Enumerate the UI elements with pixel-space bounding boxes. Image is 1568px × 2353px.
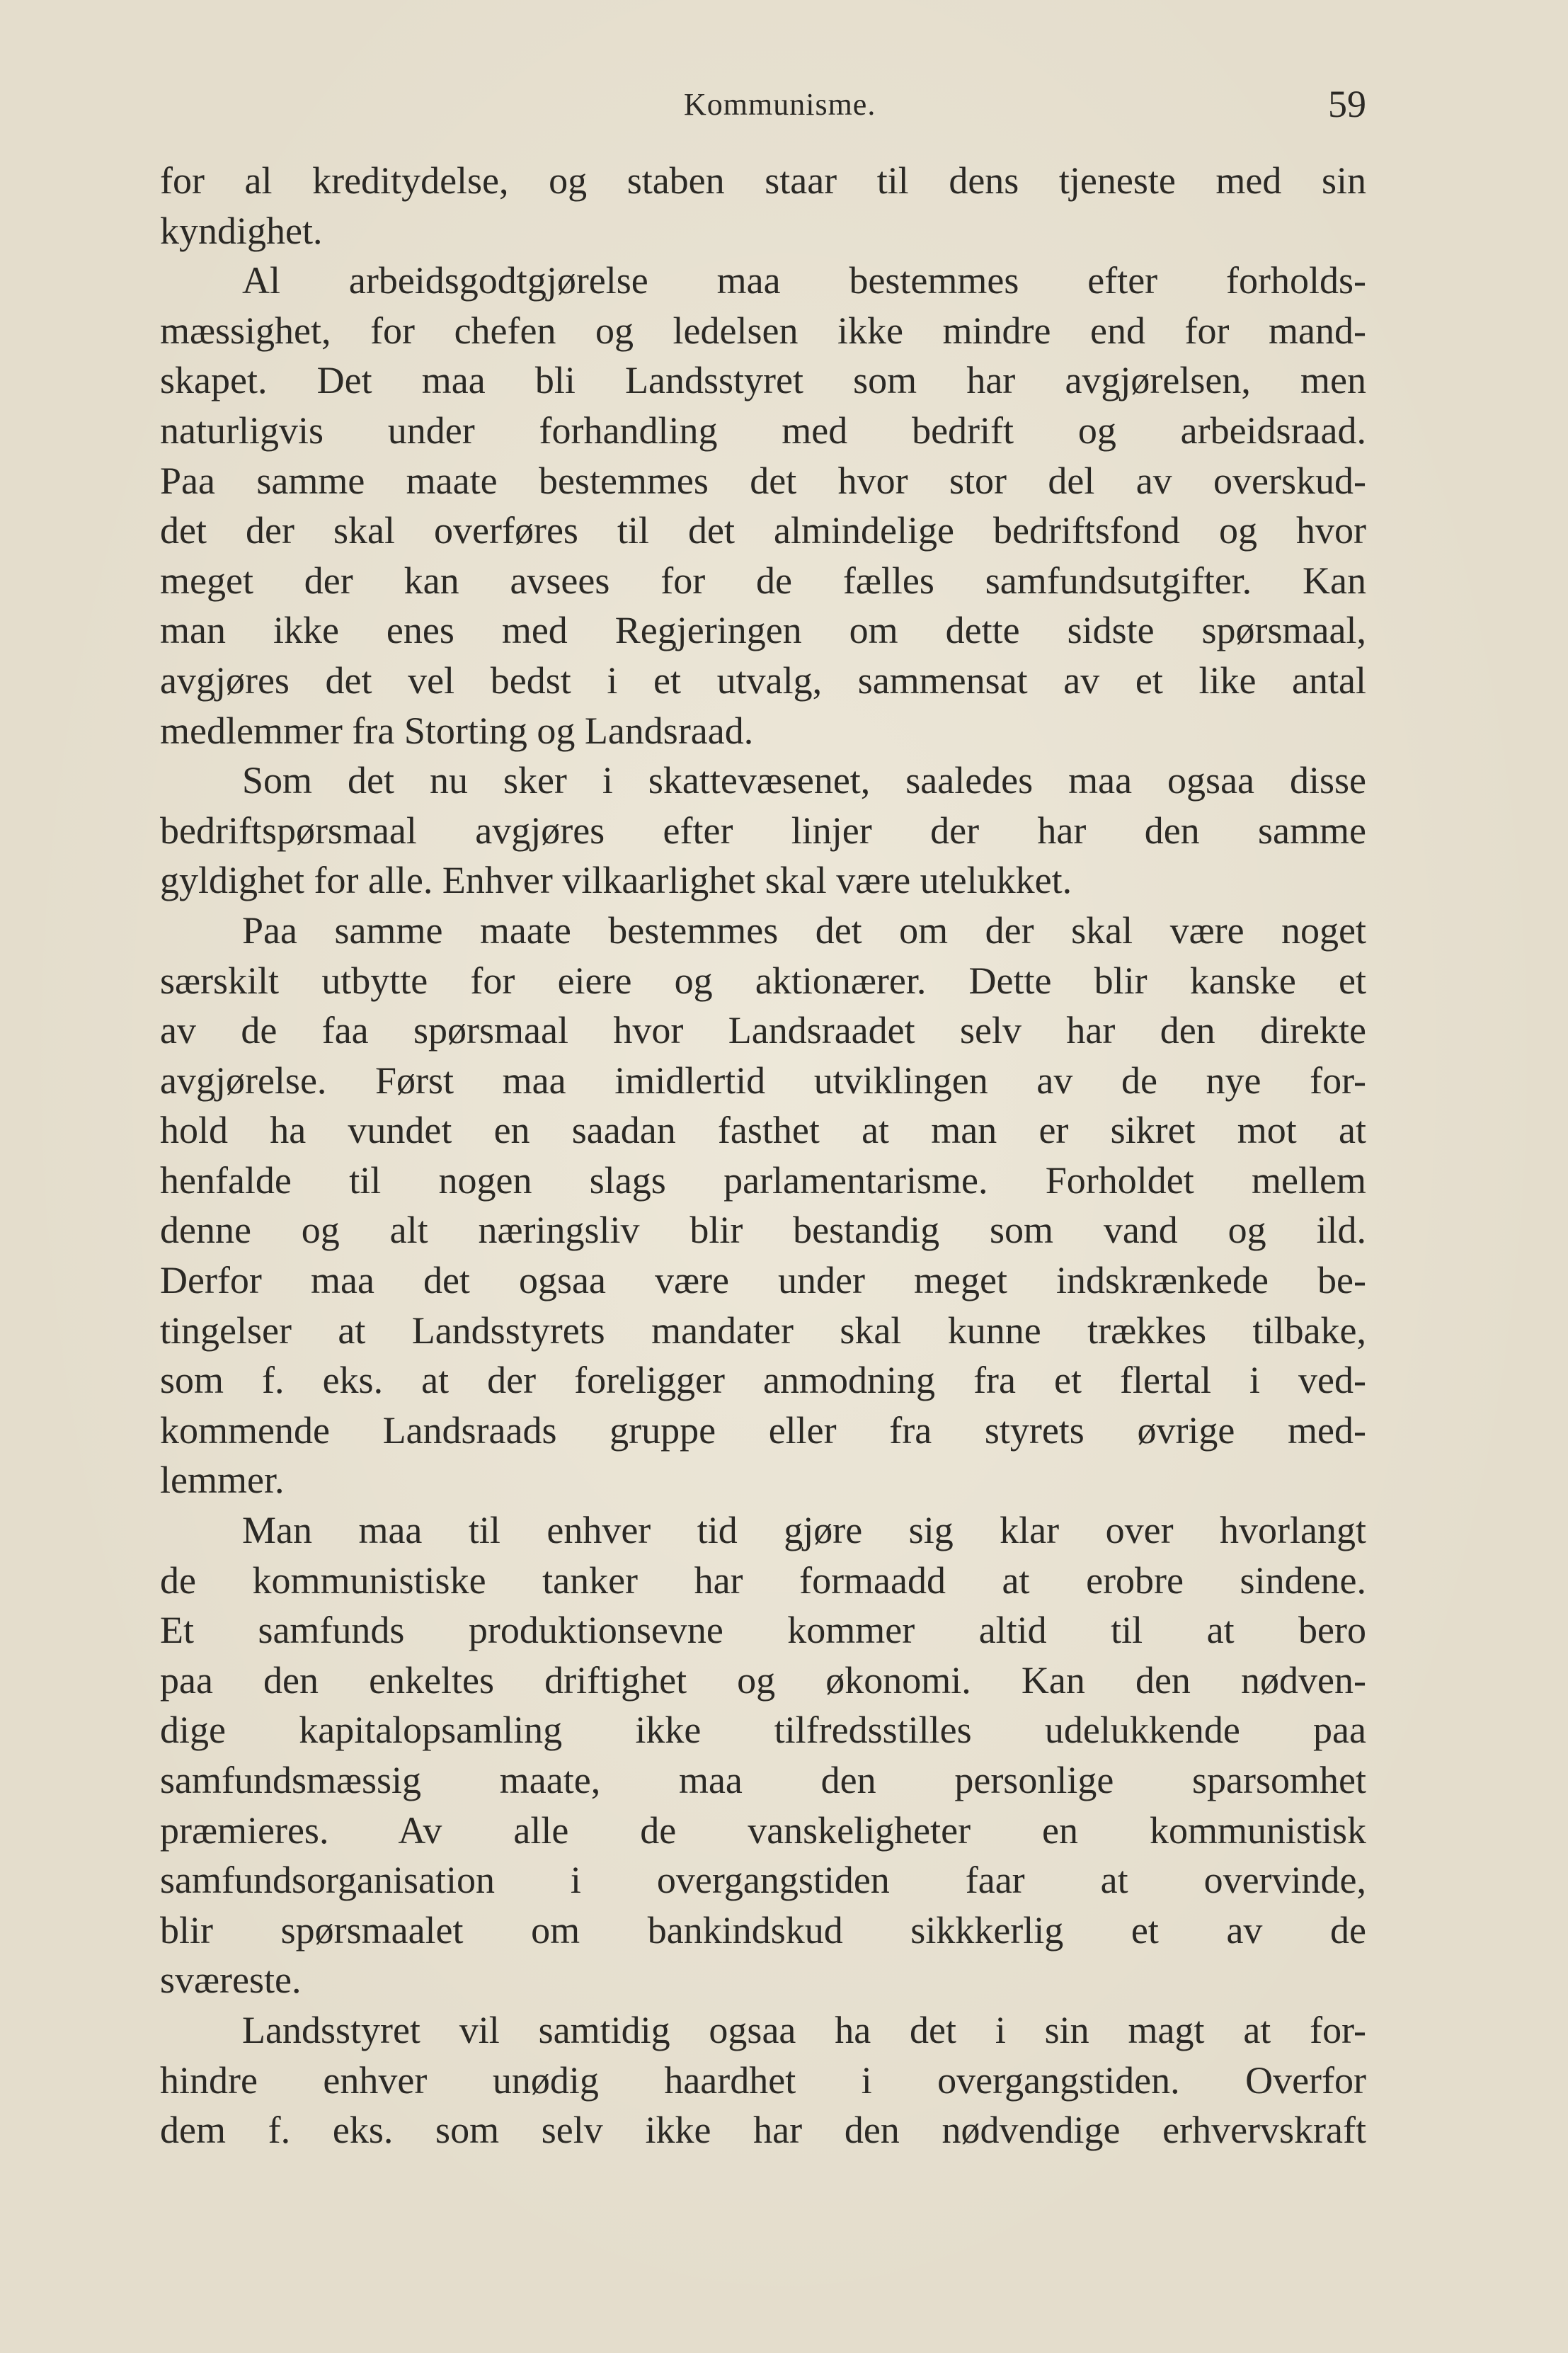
text-line: Som det nu sker i skattevæsenet, saaledes maa ogsaa disse [242, 759, 1366, 802]
text-line: hindre enhver unødig haardhet i overgangstiden. Overfor [160, 2058, 1366, 2102]
text-line: Man maa til enhver tid gjøre sig klar over hvorlangt [242, 1509, 1366, 1552]
text-line: Paa samme maate bestemmes det om der skal være noget [242, 908, 1366, 952]
paragraph [160, 256, 1366, 756]
text-line: lemmer. [160, 1459, 285, 1502]
text-line: præmieres. Av alle de vanskeligheter en kommunistisk [160, 1808, 1366, 1852]
paragraph [160, 156, 1366, 256]
text-line: paa den enkeltes driftighet og økonomi. Kan den nødven- [160, 1658, 1366, 1702]
text-line: av de faa spørsmaal hvor Landsraadet selv har den direkte [160, 1009, 1366, 1052]
text-line: Paa samme maate bestemmes det hvor stor del av overskud- [160, 459, 1366, 502]
text-line: særskilt utbytte for eiere og aktionærer. Dette blir kanske et [160, 959, 1366, 1002]
text-line: samfundsmæssig maate, maa den personlige sparsomhet [160, 1759, 1366, 1801]
text-line: Et samfunds produktionsevne kommer altid til at bero [160, 1609, 1366, 1652]
text-line: henfalde til nogen slags parlamentarisme. Forholdet mellem [160, 1158, 1366, 1202]
text-line: naturligvis under forhandling med bedrift og arbeidsraad. [160, 409, 1366, 452]
paragraph [160, 756, 1366, 906]
text-line: avgjøres det vel bedst i et utvalg, sammensat av et like antal [160, 659, 1366, 702]
text-line: bedriftspørsmaal avgjøres efter linjer der har den samme [160, 809, 1366, 852]
text-line: skapet. Det maa bli Landsstyret som har avgjørelsen, men [160, 359, 1366, 402]
text-line: gyldighet for alle. Enhver vilkaarlighet skal være utelukket. [160, 859, 1072, 902]
text-line: dige kapitalopsamling ikke tilfredsstilles udelukkende paa [160, 1709, 1366, 1752]
text-line: dem f. eks. som selv ikke har den nødvendige erhvervskraft [160, 2109, 1366, 2152]
text-line: tingelser at Landsstyrets mandater skal kunne trækkes tilbake, [160, 1309, 1366, 1352]
body-text [160, 156, 1366, 2155]
text-line: mæssighet, for chefen og ledelsen ikke mindre end for mand- [160, 309, 1366, 352]
paragraph [160, 1505, 1366, 2005]
text-line: Landsstyret vil samtidig ogsaa ha det i sin magt at for- [242, 2008, 1366, 2051]
text-line: Derfor maa det ogsaa være under meget indskrænkede be- [160, 1259, 1366, 1302]
text-line: kommende Landsraads gruppe eller fra styrets øvrige med- [160, 1408, 1366, 1452]
running-title: Kommunisme. [684, 87, 876, 122]
text-line: denne og alt næringsliv blir bestandig som vand og ild. [160, 1209, 1366, 1252]
paragraph [160, 906, 1366, 1505]
text-line: man ikke enes med Regjeringen om dette sidste spørsmaal, [160, 609, 1366, 652]
text-line: sværeste. [160, 1959, 302, 2002]
paragraph [160, 2005, 1366, 2155]
text-line: Al arbeidsgodtgjørelse maa bestemmes efter forholds- [242, 259, 1366, 302]
text-line: blir spørsmaalet om bankindskud sikkkerlig et av de [160, 1908, 1366, 1952]
page-number: 59 [1328, 83, 1366, 125]
text-line: hold ha vundet en saadan fasthet at man er sikret mot at [160, 1109, 1366, 1152]
text-line: meget der kan avsees for de fælles samfundsutgifter. Kan [160, 559, 1366, 602]
text-line: som f. eks. at der foreligger anmodning fra et flertal i ved- [160, 1359, 1366, 1402]
text-line: avgjørelse. Først maa imidlertid utviklingen av de nye for- [160, 1059, 1366, 1102]
text-line: medlemmer fra Storting og Landsraad. [160, 709, 754, 752]
text-line: for al kreditydelse, og staben staar til dens tjeneste med sin [160, 159, 1366, 202]
text-line: det der skal overføres til det almindelige bedriftsfond og hvor [160, 509, 1366, 552]
text-line: de kommunistiske tanker har formaadd at erobre sindene. [160, 1559, 1366, 1602]
page-header [160, 79, 1366, 129]
text-line: kyndighet. [160, 209, 323, 252]
text-line: samfundsorganisation i overgangstiden faar at overvinde, [160, 1859, 1366, 1902]
